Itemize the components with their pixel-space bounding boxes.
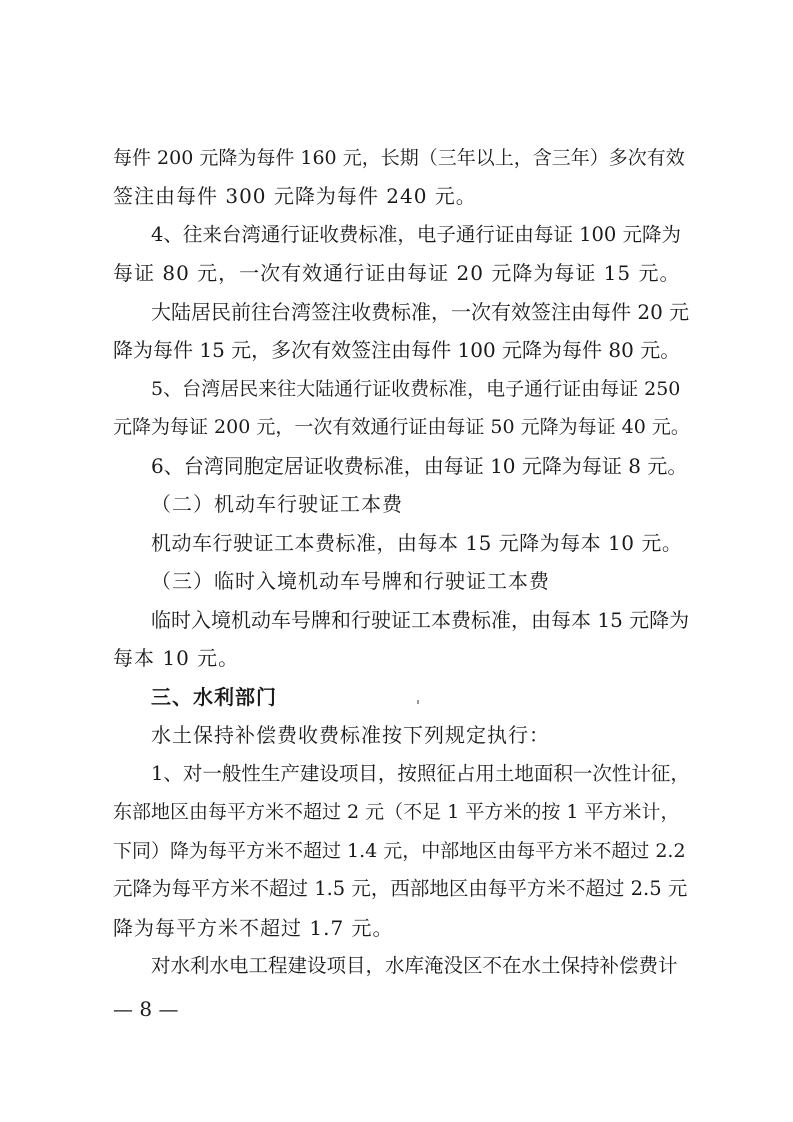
text-line: 对水利水电工程建设项目，水库淹没区不在水土保持补偿费计 [151, 954, 678, 977]
text-line: 1、对一般性生产建设项目，按照征占用土地面积一次性计征， [151, 762, 690, 785]
text-line: 4、往来台湾通行证收费标准，电子通行证由每证 100 元降为 [151, 223, 682, 246]
scan-artifact [417, 700, 419, 704]
text-line: 东部地区由每平方米不超过 2 元（不足 1 平方米的按 1 平方米计， [113, 801, 680, 823]
text-line: 降为每平方米不超过 1.7 元。 [113, 916, 394, 940]
text-line: 签注由每件 300 元降为每件 240 元。 [113, 184, 477, 208]
text-line: 水土保持补偿费收费标准按下列规定执行： [151, 723, 550, 747]
text-line: 5、台湾居民来往大陆通行证收费标准，电子通行证由每证 250 [151, 378, 681, 400]
page-number: — 8 — [113, 997, 179, 1021]
text-line: 元降为每证 200 元，一次有效通行证由每证 50 元降为每证 40 元。 [113, 416, 690, 438]
text-line: 机动车行驶证工本费标准，由每本 15 元降为每本 10 元。 [151, 531, 683, 555]
text-line: 临时入境机动车号牌和行驶证工本费标准，由每本 15 元降为 [151, 608, 690, 632]
text-line: 元降为每平方米不超过 1.5 元，西部地区由每平方米不超过 2.5 元 [113, 877, 688, 900]
section-heading: 三、水利部门 [151, 685, 277, 709]
text-line: 下同）降为每平方米不超过 1.4 元，中部地区由每平方米不超过 2.2 [113, 840, 686, 862]
text-line: 大陆居民前往台湾签注收费标准，一次有效签注由每件 20 元 [151, 300, 690, 324]
text-line: 每本 10 元。 [113, 646, 240, 670]
text-line: 降为每件 15 元，多次有效签注由每件 100 元降为每件 80 元。 [113, 338, 681, 362]
text-line: 6、台湾同胞定居证收费标准，由每证 10 元降为每证 8 元。 [151, 454, 688, 478]
text-line: 每件 200 元降为每件 160 元，长期（三年以上，含三年）多次有效 [113, 147, 685, 169]
subheading: （三）临时入境机动车号牌和行驶证工本费 [151, 569, 550, 593]
text-line: 每证 80 元，一次有效通行证由每证 20 元降为每证 15 元。 [113, 261, 681, 285]
subheading: （二）机动车行驶证工本费 [151, 492, 403, 516]
